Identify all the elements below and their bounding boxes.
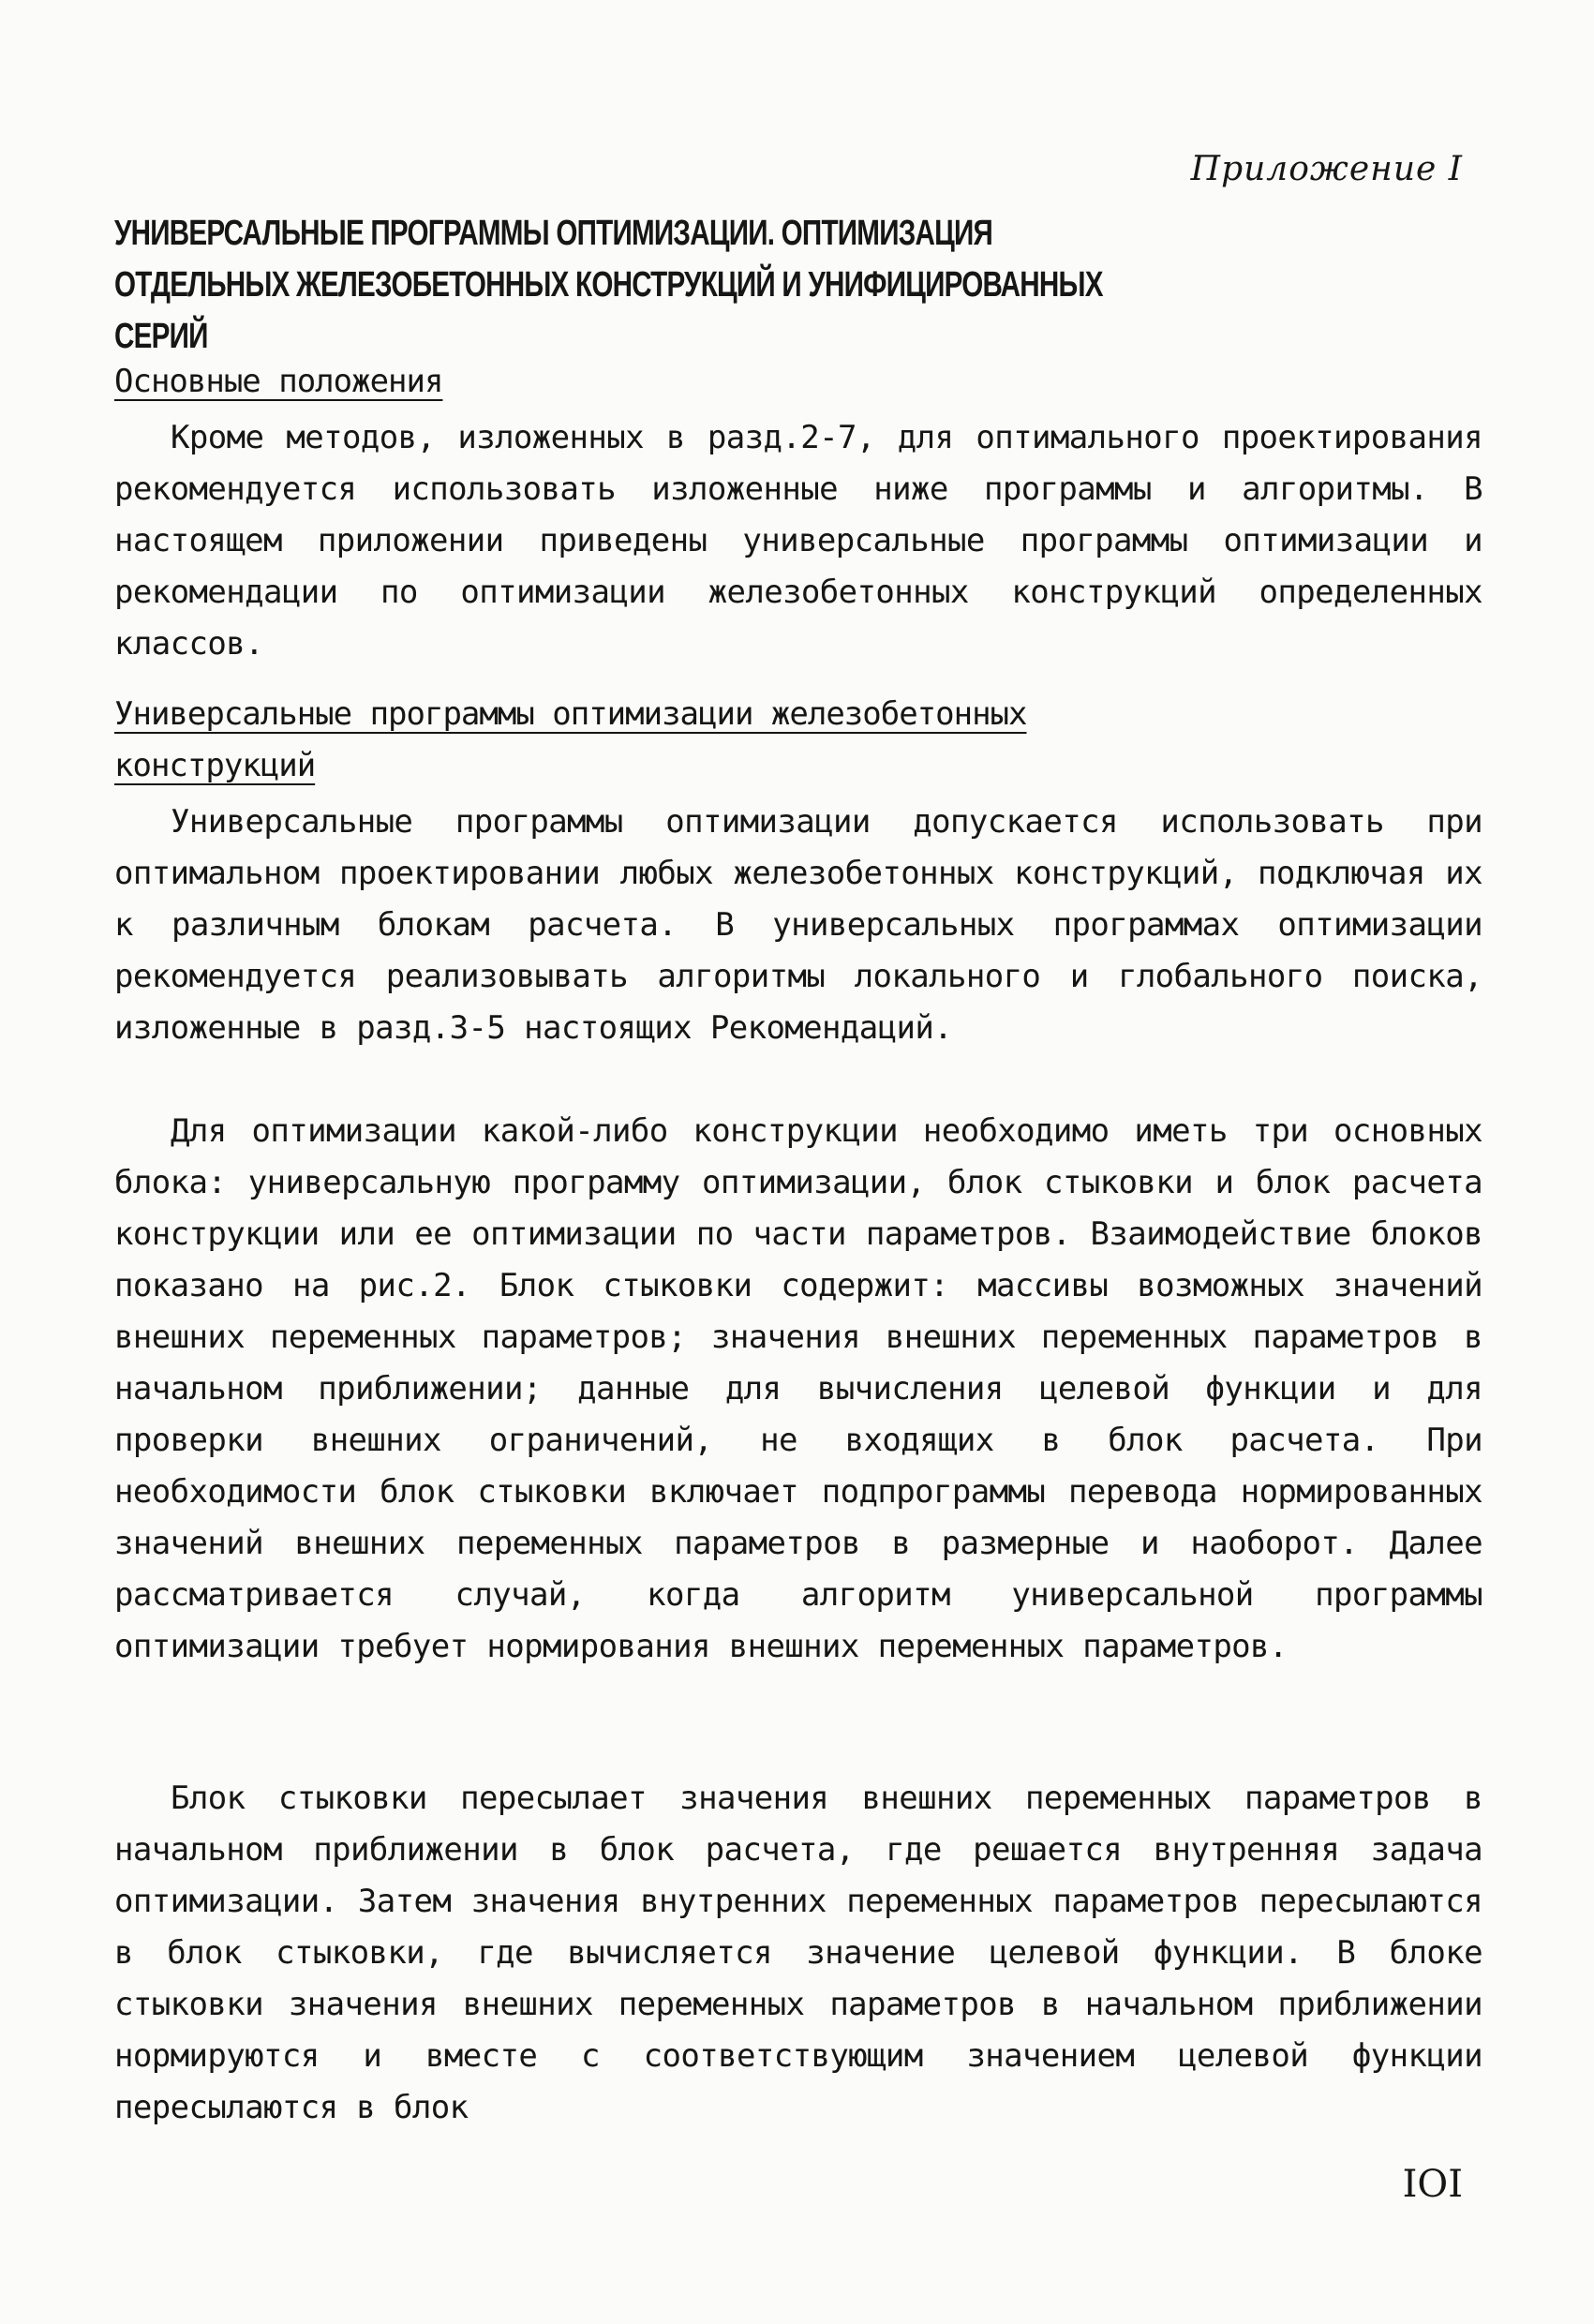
section-heading-universal-programs: Универсальные программы оптимизации железобетонных xyxy=(114,695,1027,733)
paragraph: Блок стыковки пересылает значения внешних переменных параметров в начальном приближении в блок расчета, где решается внутренняя задача оптимизации. Затем значения внутренних переменных параметров пересылаются в блок стыковки, где вычисляется значение целевой функции. В блоке стыковки значения внешних переменных параметров в начальном приближении нормируются и вместе с соответствующим значением целевой функции пересылаются в блок xyxy=(114,1780,1482,2126)
document-title xyxy=(114,208,1103,363)
appendix-label: Приложение I xyxy=(1190,150,1463,188)
title-line: СЕРИЙ xyxy=(114,317,208,356)
paragraph: Универсальные программы оптимизации допускается использовать при оптимальном проектировании любых железобетонных конструкций, подключая их к различным блокам расчета. В универсальных программах оптимизации рекомендуется реализовывать алгоритмы локального и глобального поиска, изложенные в разд.3-5 настоящих Рекомендаций. xyxy=(114,803,1482,1047)
paragraph: Для оптимизации какой-либо конструкции необходимо иметь три основных блока: универсальную программу оптимизации, блок стыковки и блок расчета конструкции или ее оптимизации по части параметров. Взаимодействие блоков показано на рис.2. Блок стыковки содержит: массивы возможных значений внешних переменных параметров; значения внешних переменных параметров в начальном приближении; данные для вычисления целевой функции и для проверки внешних ограничений, не входящих в блок расчета. При необходимости блок стыковки включает подпрограммы перевода нормированных значений внешних переменных параметров в размерные и наоборот. Далее рассматривается случай, когда алгоритм универсальной программы оптимизации требует нормирования внешних переменных параметров. xyxy=(114,1112,1482,1665)
paragraph: Кроме методов, изложенных в разд.2-7, для оптимального проектирования рекомендуется использовать изложенные ниже программы и алгоритмы. В настоящем приложении приведены универсальные программы оптимизации и рекомендации по оптимизации железобетонных конструкций определенных классов. xyxy=(114,419,1482,663)
section-heading-main-provisions: Основные положения xyxy=(114,363,443,400)
title-line: ОТДЕЛЬНЫХ ЖЕЛЕЗОБЕТОННЫХ КОНСТРУКЦИЙ И УНИФИЦИРОВАННЫХ xyxy=(114,265,1103,305)
title-line: УНИВЕРСАЛЬНЫЕ ПРОГРАММЫ ОПТИМИЗАЦИИ. ОПТИМИЗАЦИЯ xyxy=(114,214,993,253)
page-number: IOI xyxy=(1402,2163,1463,2206)
section-heading-universal-programs-line2: конструкций xyxy=(114,747,316,784)
